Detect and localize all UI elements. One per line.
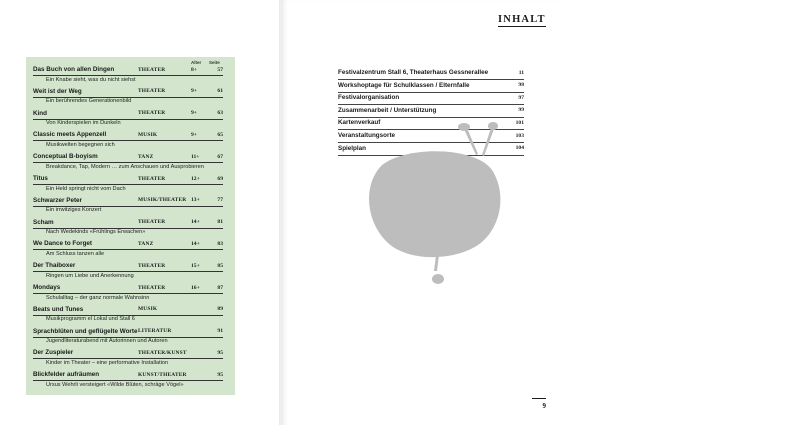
program-entry	[33, 371, 223, 393]
entry-title: Scham	[33, 218, 54, 226]
entry-age: 12+	[191, 175, 200, 182]
antenna-left	[464, 128, 478, 155]
entry-title: Der Thaiboxer	[33, 262, 76, 270]
entry-genre: MUSIK	[138, 306, 158, 313]
toc-row	[338, 69, 524, 80]
entry-title: Titus	[33, 175, 48, 182]
toc-title: Kartenverkauf	[338, 119, 381, 127]
entry-age: 9+	[191, 110, 197, 117]
antenna-left-knob	[458, 123, 470, 131]
entry-title: Kind	[33, 109, 47, 117]
entry-rule	[33, 240, 223, 250]
entry-subtitle: Jugendliteraturabend mit Autorinnen und Autoren	[46, 338, 168, 345]
toc-page: 11	[518, 69, 524, 76]
entry-title: We Dance to Forget	[33, 240, 93, 248]
toc-title: Zusammenarbeit / Unterstützung	[338, 106, 437, 114]
entry-genre: TANZ	[138, 240, 154, 247]
entry-genre: MUSIK/THEATER	[138, 197, 187, 204]
entry-rule	[33, 219, 223, 229]
entry-page: 69	[217, 175, 223, 182]
entry-page: 77	[217, 197, 223, 204]
program-entry	[33, 175, 223, 197]
program-entry	[33, 88, 223, 110]
entry-rule	[33, 66, 223, 76]
entry-subtitle: Ursus Wehrli versteigert «Wilde Blüten, schräge Vögel»	[46, 381, 184, 388]
toc-title: Festivalzentrum Stall 6, Theaterhaus Gessnerallee	[338, 69, 489, 76]
entry-genre: THEATER	[138, 175, 166, 182]
entry-title: Das Buch von allen Dingen	[33, 66, 115, 73]
entry-rule	[33, 110, 223, 120]
entry-genre: THEATER	[138, 219, 166, 226]
entry-page: 95	[217, 371, 223, 378]
entry-subtitle: Nach Wedekinds «Frühlings Erwachen»	[46, 229, 146, 236]
toc-title: Spielplan	[338, 144, 366, 152]
toc-row	[338, 82, 524, 93]
entry-subtitle: Schulalltag – der ganz normale Wahnsinn	[46, 294, 150, 301]
entry-page: 63	[217, 110, 223, 117]
entry-genre: MUSIK	[138, 131, 158, 138]
entry-subtitle: Musikprogramm el Lokal und Stall 6	[46, 316, 135, 323]
program-entry	[33, 66, 223, 88]
entry-rule	[33, 88, 223, 98]
entry-title: Schwarzer Peter	[33, 196, 83, 204]
antenna-right	[482, 128, 494, 156]
entry-genre: KUNST/THEATER	[138, 371, 187, 378]
entry-page: 91	[217, 328, 223, 335]
entry-genre: THEATER/KUNST	[138, 349, 187, 356]
entry-rule	[33, 284, 223, 294]
program-entry	[33, 131, 223, 153]
program-entry	[33, 284, 223, 306]
entry-page: 89	[217, 306, 223, 313]
program-entry	[33, 197, 223, 219]
entry-age: 11+	[191, 153, 200, 160]
entry-title: Weit ist der Weg	[33, 87, 82, 95]
entry-age: 9+	[191, 131, 197, 138]
program-entry	[33, 110, 223, 132]
program-entry	[33, 328, 223, 350]
entry-subtitle: Kinder im Theater – eine performative Installation	[46, 359, 169, 366]
entry-subtitle: Musikwelten begegnen sich	[46, 141, 115, 148]
entry-page: 95	[217, 349, 223, 356]
page-column-header: Seite	[209, 60, 220, 65]
entry-genre: LITERATUR	[138, 328, 172, 335]
entry-page: 67	[217, 153, 223, 160]
entry-subtitle: Ein irrwitziges Konzert	[46, 207, 102, 214]
toc-page: 98	[518, 82, 524, 89]
entry-subtitle: Ein berührendes Generationenbild	[46, 98, 132, 105]
entry-subtitle: Von Kinderspielen im Dunkeln	[46, 120, 121, 127]
entry-rule	[33, 306, 223, 316]
entry-rule	[33, 153, 223, 163]
tv-body	[369, 151, 500, 257]
entry-title: Classic meets Appenzell	[33, 131, 107, 139]
left-page	[0, 0, 280, 425]
entry-title: Der Zuspieler	[33, 349, 74, 357]
program-entry	[33, 153, 223, 175]
entry-age: 16+	[191, 284, 200, 291]
program-entry	[33, 219, 223, 241]
entry-age: 15+	[191, 262, 200, 269]
entry-genre: THEATER	[138, 88, 166, 95]
toc-title: Festivalorganisation	[338, 94, 400, 102]
entry-genre: THEATER	[138, 110, 166, 117]
entry-subtitle: Ringen um Liebe und Anerkennung	[46, 272, 134, 279]
entry-age: 8+	[191, 66, 197, 73]
program-entry	[33, 240, 223, 262]
entry-subtitle: Ein Held springt nicht vom Dach	[46, 185, 126, 192]
entry-genre: TANZ	[138, 153, 154, 160]
entry-page: 83	[217, 240, 223, 247]
toc-page: 99	[518, 107, 524, 114]
entry-age: 9+	[191, 88, 197, 95]
entry-title: Beats und Tunes	[33, 305, 84, 313]
toc-page: 97	[518, 94, 524, 101]
contents-heading: INHALT	[498, 14, 546, 25]
toc-title: Veranstaltungsorte	[338, 132, 396, 139]
entry-genre: THEATER	[138, 262, 166, 269]
toc-page: 101	[515, 119, 524, 126]
age-column-header: Alter	[191, 60, 202, 65]
entry-rule	[33, 131, 223, 141]
entry-title: Blickfelder aufräumen	[33, 371, 100, 379]
tv-blob-illustration	[360, 115, 520, 290]
entry-page: 87	[217, 284, 223, 291]
entry-rule	[33, 349, 223, 359]
entry-title: Mondays	[33, 284, 61, 291]
toc-page: 104	[515, 145, 524, 152]
toc-row	[338, 94, 524, 105]
entry-page: 81	[217, 219, 223, 226]
toc-title: Workshoptage für Schulklassen / Elternfalle	[338, 81, 470, 89]
program-entry	[33, 349, 223, 371]
program-entry	[33, 262, 223, 284]
entry-title: Sprachblüten und geflügelte Worte	[33, 327, 138, 335]
entry-age: 14+	[191, 219, 200, 226]
tv-stand	[434, 255, 439, 271]
entry-title: Conceptual B-boyism	[33, 153, 98, 161]
entry-genre: THEATER	[138, 66, 166, 73]
entry-page: 57	[217, 66, 223, 73]
entry-genre: THEATER	[138, 284, 166, 291]
entry-rule	[33, 371, 223, 381]
entry-subtitle: Breakdance, Tap, Modern … zum Anschauen und Ausprobieren	[46, 163, 204, 170]
entry-page: 61	[217, 88, 223, 95]
program-entry	[33, 306, 223, 328]
toc-page: 103	[515, 132, 524, 139]
entry-page: 85	[217, 262, 223, 269]
entry-rule	[33, 175, 223, 185]
entry-subtitle: Am Schluss tanzen alle	[46, 250, 105, 257]
entry-rule	[33, 328, 223, 338]
entry-subtitle: Ein Knabe sieht, was du nicht siehst	[46, 76, 136, 83]
entry-page: 65	[217, 131, 223, 138]
page-number: 9	[532, 398, 546, 410]
entry-age: 14+	[191, 240, 200, 247]
tv-stand-foot	[432, 274, 444, 284]
entry-age: 13+	[191, 197, 200, 204]
entry-rule	[33, 262, 223, 272]
entry-rule	[33, 197, 223, 207]
